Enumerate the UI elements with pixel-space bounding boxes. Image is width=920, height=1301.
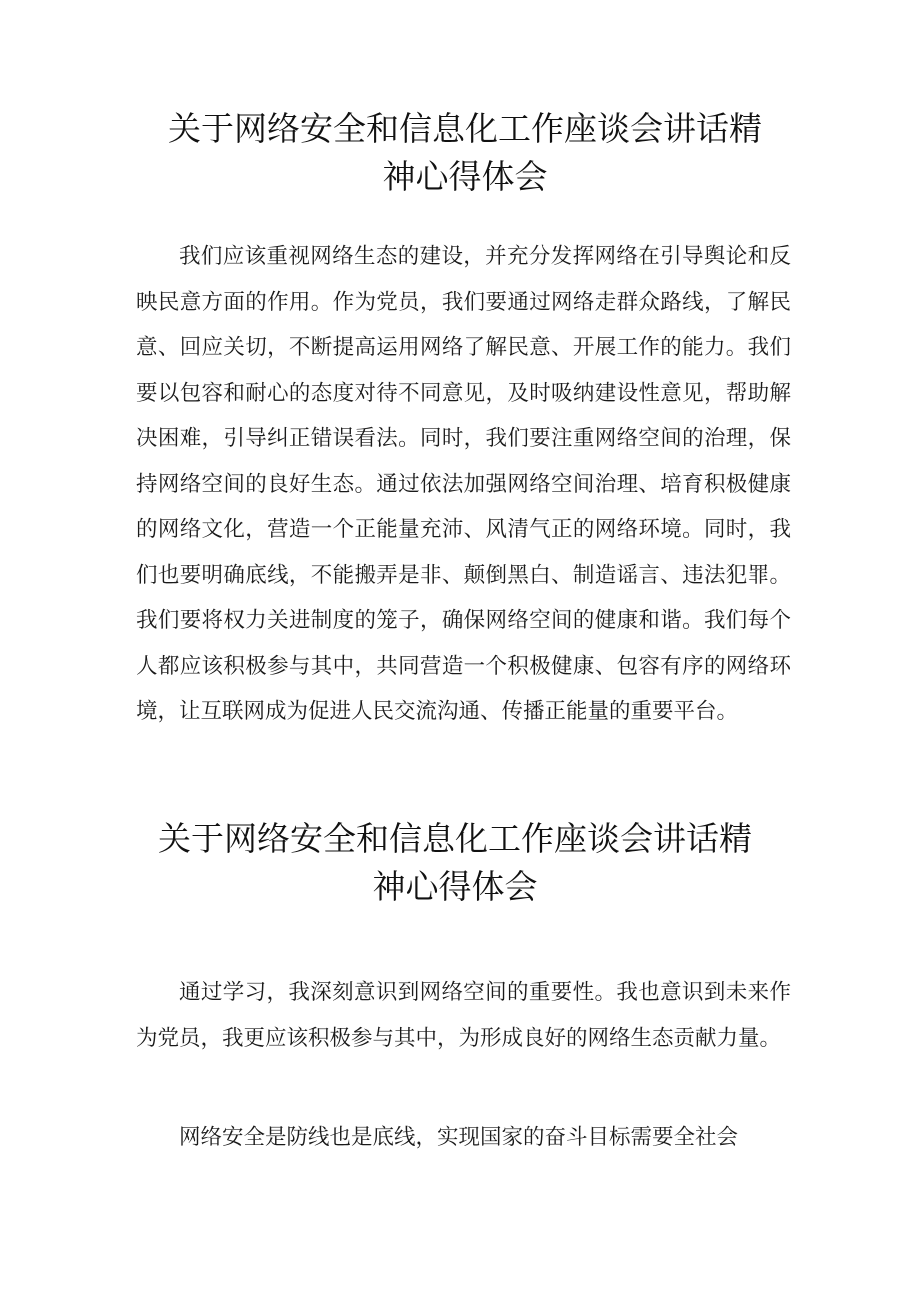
section-1-title-line-1: 关于网络安全和信息化工作座谈会讲话精 (168, 109, 762, 148)
section-2-title-line-1: 关于网络安全和信息化工作座谈会讲话精 (158, 819, 752, 858)
section-2-paragraph-1: 通过学习，我深刻意识到网络空间的重要性。我也意识到未来作为党员，我更应该积极参与其中，为形成良好的网络生态贡献力量。 (136, 980, 791, 1051)
section-2-title-line-2: 神心得体会 (372, 867, 538, 906)
section-2-title (100, 815, 810, 911)
section-1-title (110, 105, 820, 201)
section-1-paragraph-1: 我们应该重视网络生态的建设，并充分发挥网络在引导舆论和反映民意方面的作用。作为党员，我们要通过网络走群众路线，了解民意、回应关切，不断提高运用网络了解民意、开展工作的能力。我们要以包容和耐心的态度对待不同意见，及时吸纳建设性意见，帮助解决困难，引导纠正错误看法。同时，我们要注重网络空间的治理，保持网络空间的良好生态。通过依法加强网络空间治理、培育积极健康的网络文化，营造一个正能量充沛、风清气正的网络环境。同时，我们也要明确底线，不能搬弄是非、颠倒黑白、制造谣言、违法犯罪。我们要将权力关进制度的笼子，确保网络空间的健康和谐。我们每个人都应该积极参与其中，共同营造一个积极健康、包容有序的网络环境，让互联网成为促进人民交流沟通、传播正能量的重要平台。 (136, 244, 791, 724)
section-2-paragraph-2: 网络安全是防线也是底线，实现国家的奋斗目标需要全社会 (179, 1125, 739, 1150)
section-1-title-line-2: 神心得体会 (382, 157, 548, 196)
